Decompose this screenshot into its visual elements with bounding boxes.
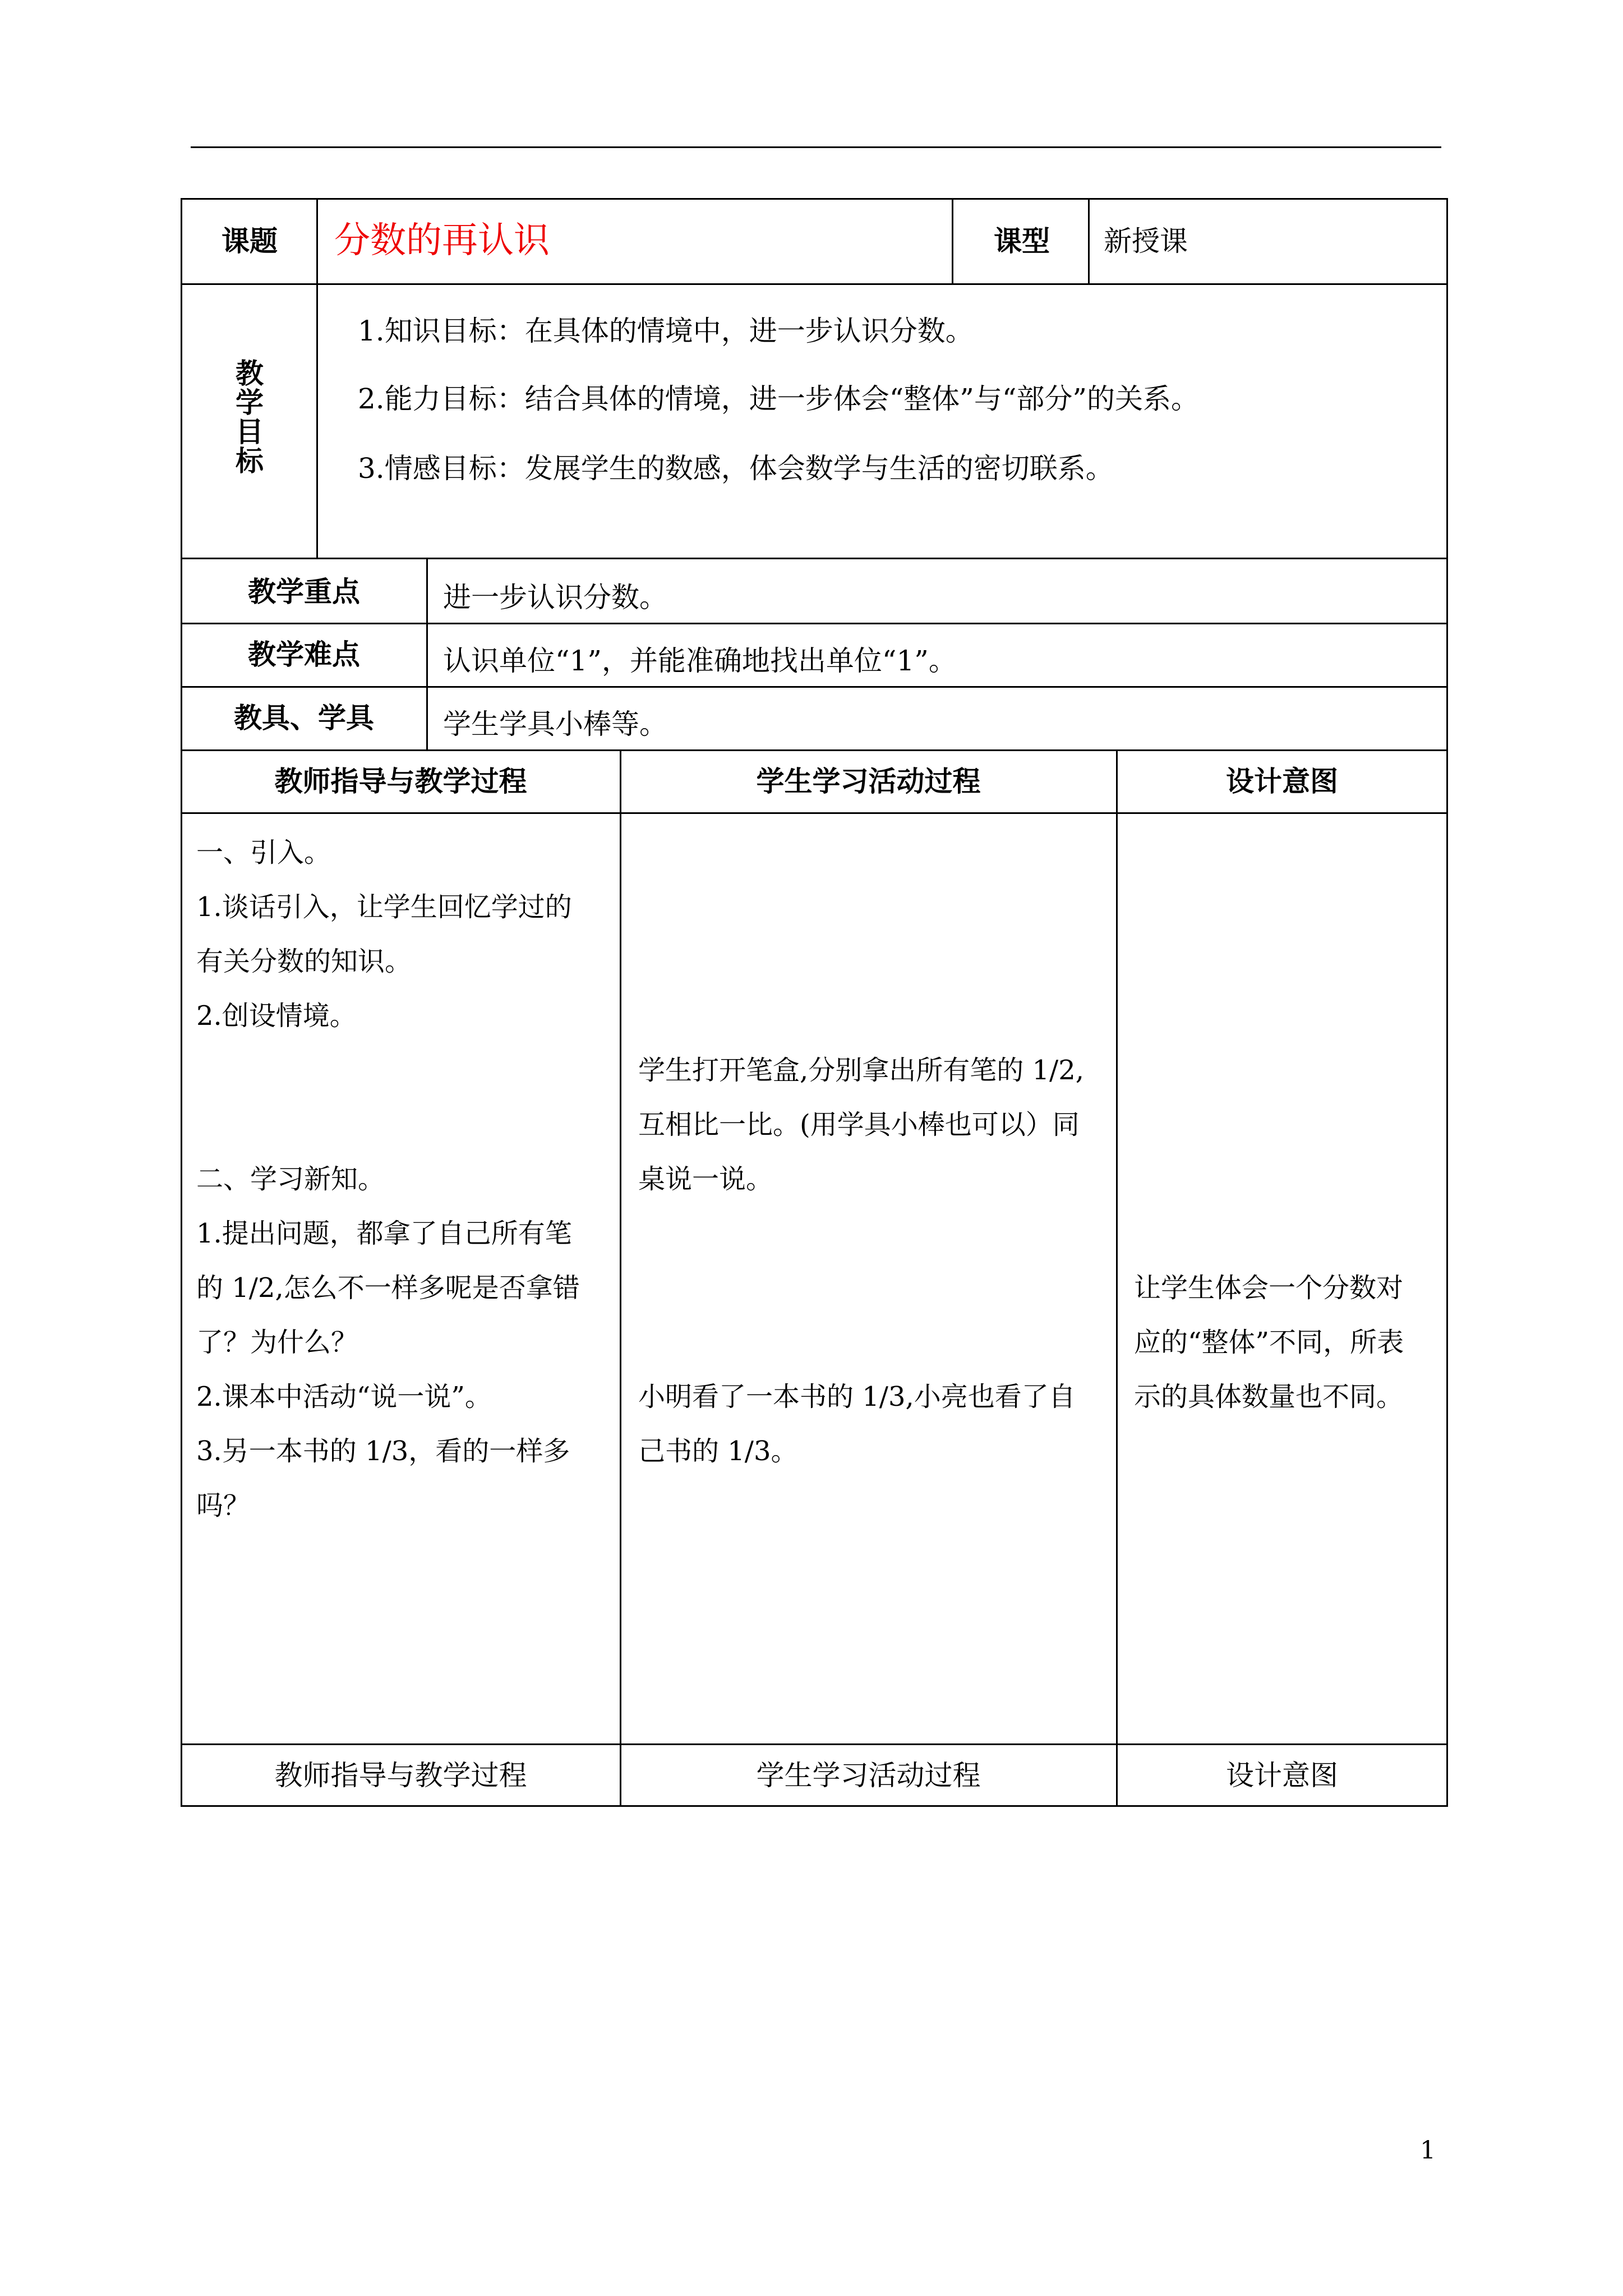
objectives-label-char: 标 — [236, 444, 264, 477]
teacher-process-text — [196, 826, 580, 1533]
student-activity-block-1 — [638, 1043, 1084, 1207]
col-header-design: 设计意图 — [1226, 765, 1338, 798]
objective-item: 2.能力目标：结合具体的情境，进一步体会“整体”与“部分”的关系。 — [358, 383, 1199, 415]
teacher-line: 一、引入。 — [196, 837, 331, 868]
row-divider — [181, 686, 1448, 688]
design-line: 应的“整体”不同，所表 — [1134, 1327, 1404, 1358]
course-type-label: 课型 — [994, 224, 1050, 257]
teacher-line: 1.提出问题，都拿了自己所有笔 — [196, 1218, 572, 1249]
teacher-line — [196, 1098, 580, 1152]
teacher-line: 1.谈话引入，让学生回忆学过的 — [196, 891, 572, 923]
teacher-line: 的 1/2,怎么不一样多呢是否拿错 — [196, 1272, 580, 1304]
course-title: 分数的再认识 — [334, 220, 550, 261]
col-divider — [620, 749, 621, 1807]
col-divider — [1088, 198, 1090, 283]
objective-item: 3.情感目标：发展学生的数感，体会数学与生活的密切联系。 — [358, 452, 1114, 485]
design-intent-text — [1134, 1261, 1404, 1424]
student-line: 己书的 1/3。 — [638, 1435, 798, 1467]
col-header-teacher: 教师指导与教学过程 — [274, 765, 527, 798]
tools-label: 教具、学具 — [234, 701, 374, 734]
teacher-line: 有关分数的知识。 — [196, 946, 412, 977]
col-divider — [952, 198, 953, 283]
objective-item: 1.知识目标：在具体的情境中，进一步认识分数。 — [358, 315, 974, 347]
student-line: 学生打开笔盒,分别拿出所有笔的 1/2, — [638, 1055, 1085, 1086]
row-divider — [181, 558, 1448, 559]
focus-label: 教学重点 — [248, 575, 360, 608]
footer-teacher: 教师指导与教学过程 — [274, 1759, 527, 1792]
footer-design: 设计意图 — [1226, 1759, 1338, 1792]
row-divider — [181, 1743, 1448, 1745]
teacher-line: 2.创设情境。 — [196, 1000, 357, 1032]
footer-student: 学生学习活动过程 — [756, 1759, 981, 1792]
student-line: 桌说一说。 — [638, 1163, 773, 1195]
student-line: 小明看了一本书的 1/3,小亮也看了自 — [638, 1381, 1076, 1412]
header-rule — [191, 146, 1441, 148]
teacher-line: 了？为什么？ — [196, 1327, 358, 1358]
course-label: 课题 — [222, 224, 278, 257]
design-line: 让学生体会一个分数对 — [1134, 1272, 1404, 1304]
course-type-value: 新授课 — [1104, 225, 1188, 257]
objectives-label-char: 教 — [236, 357, 264, 390]
teacher-line: 二、学习新知。 — [196, 1163, 385, 1195]
row-divider — [181, 283, 1448, 285]
teacher-line — [196, 1043, 580, 1098]
row-divider — [181, 623, 1448, 624]
student-line: 互相比一比。(用学具小棒也可以）同 — [638, 1109, 1080, 1140]
teacher-line: 3.另一本书的 1/3，看的一样多 — [196, 1435, 570, 1467]
objectives-label-char: 学 — [236, 386, 264, 419]
col-header-student: 学生学习活动过程 — [756, 765, 981, 798]
objectives-label-char: 目 — [236, 415, 264, 448]
focus-value: 进一步认识分数。 — [443, 581, 667, 614]
row-divider — [181, 749, 1448, 751]
difficulty-label: 教学难点 — [248, 638, 360, 671]
tools-value: 学生学具小棒等。 — [443, 708, 667, 740]
col-divider — [316, 198, 318, 558]
teacher-line: 2.课本中活动“说一说”。 — [196, 1381, 492, 1412]
page-number: 1 — [1420, 2136, 1436, 2165]
difficulty-value: 认识单位“1”，并能准确地找出单位“1”。 — [443, 645, 957, 677]
row-divider — [181, 812, 1448, 814]
student-activity-block-2 — [638, 1370, 1076, 1479]
objectives-label — [230, 359, 269, 476]
design-line: 示的具体数量也不同。 — [1134, 1381, 1404, 1412]
teacher-line: 吗？ — [196, 1490, 251, 1521]
col-divider — [1116, 749, 1118, 1807]
